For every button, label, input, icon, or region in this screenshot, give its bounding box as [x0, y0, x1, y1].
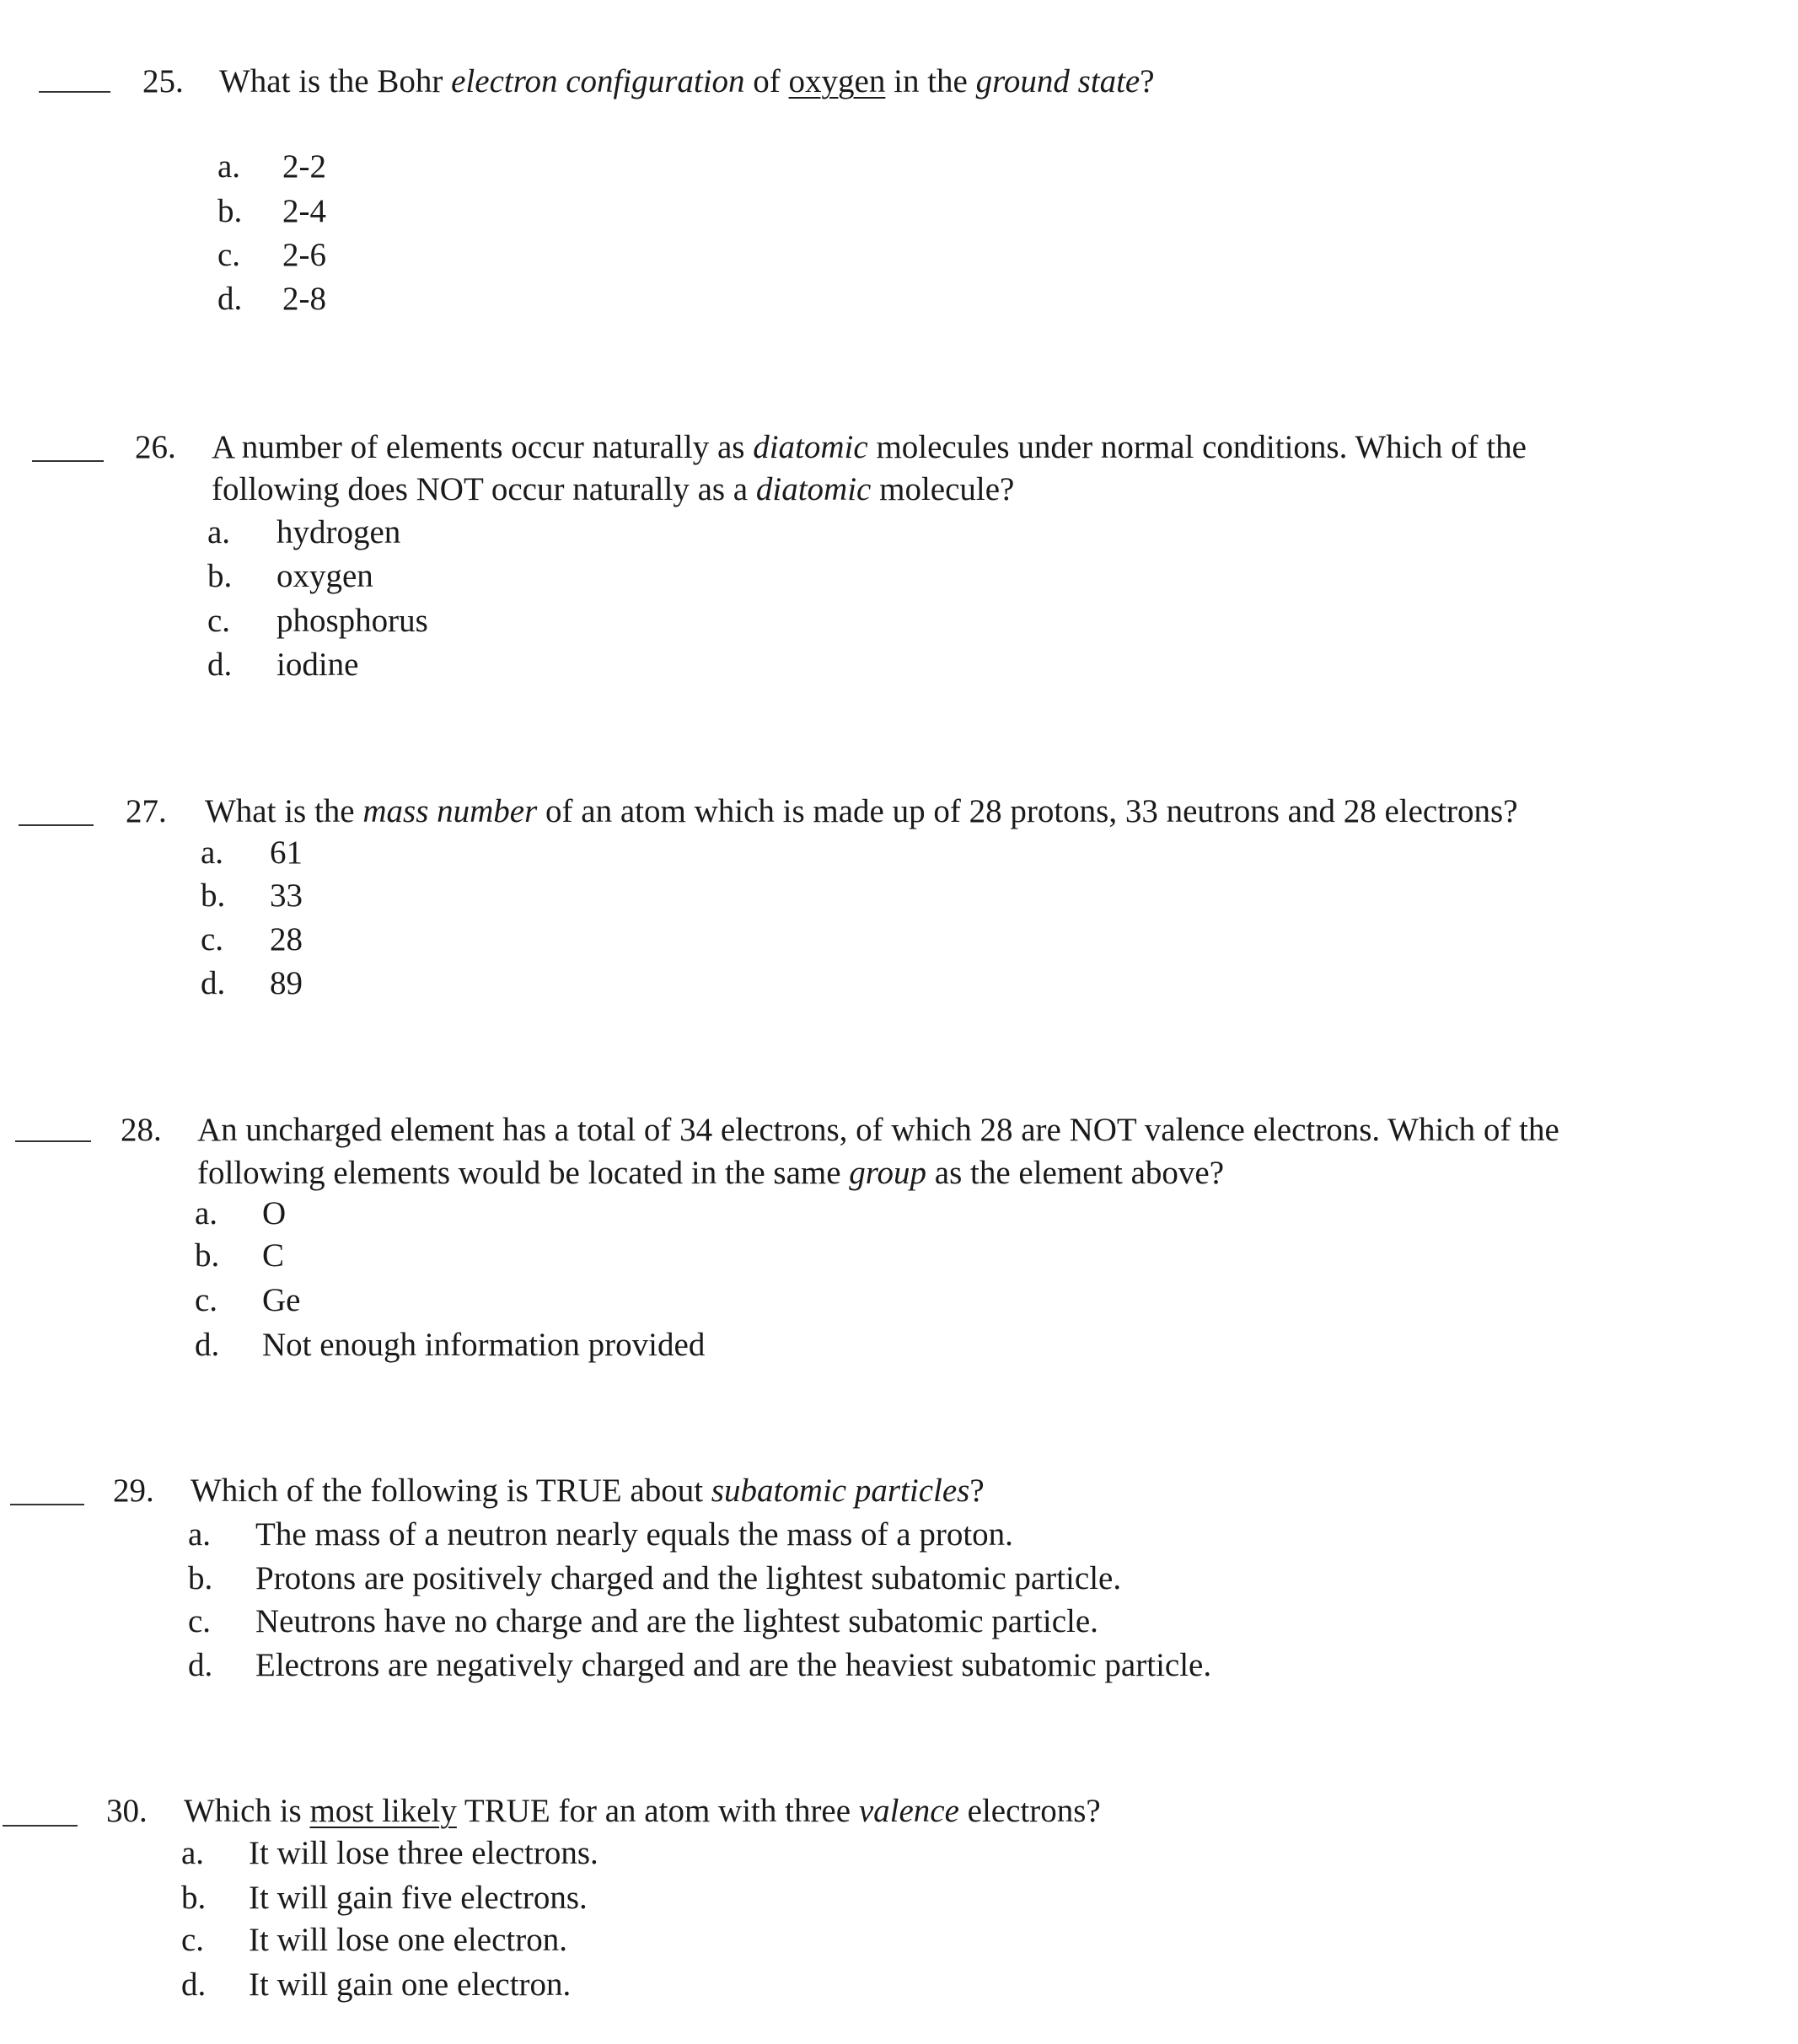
underlined-term: most likely	[309, 1793, 457, 1829]
option-letter: a.	[195, 1195, 218, 1231]
option-text: Neutrons have no charge and are the lightest subatomic particle.	[255, 1603, 1098, 1639]
question-text-line	[219, 62, 1155, 101]
answer-blank[interactable]	[10, 1504, 84, 1505]
answer-blank[interactable]	[15, 1140, 91, 1142]
question-number: 30.	[106, 1793, 148, 1829]
option-letter: d.	[181, 1966, 207, 2003]
italic-term: diatomic	[755, 471, 872, 507]
option-text: The mass of a neutron nearly equals the mass of a proton.	[255, 1516, 1013, 1553]
option-text: iodine	[276, 646, 359, 683]
option-letter: d.	[217, 281, 243, 317]
question-text-line	[212, 428, 1527, 467]
option-letter: c.	[217, 237, 241, 273]
italic-term: subatomic particles	[711, 1473, 970, 1509]
question-text: molecule?	[871, 471, 1015, 507]
option-letter: c.	[188, 1603, 212, 1639]
question-text: following elements would be located in the same	[197, 1155, 850, 1191]
option-letter: b.	[207, 558, 233, 594]
option-letter: c.	[201, 921, 224, 958]
option-text: It will lose one electron.	[249, 1922, 567, 1958]
option-text: It will lose three electrons.	[249, 1835, 598, 1871]
option-letter: c.	[195, 1282, 218, 1318]
question-text: Which of the following is TRUE about	[191, 1473, 711, 1509]
question-text-line	[197, 1111, 1559, 1150]
option-text: 2-4	[282, 193, 326, 229]
option-letter: c.	[207, 603, 231, 639]
option-text: Not enough information provided	[262, 1327, 706, 1363]
option-text: phosphorus	[276, 603, 428, 639]
option-text: 33	[270, 877, 303, 914]
option-text: Electrons are negatively charged and are the heaviest subatomic particle.	[255, 1647, 1212, 1683]
option-letter: a.	[201, 834, 224, 871]
option-letter: c.	[181, 1922, 205, 1958]
question-text: An uncharged element has a total of 34 electrons, of which 28 are NOT valence electrons. Which of the	[197, 1112, 1559, 1148]
option-text: 2-6	[282, 237, 326, 273]
question-text: molecules under normal conditions. Which of the	[867, 429, 1527, 465]
option-letter: a.	[207, 514, 231, 550]
question-number: 26.	[135, 429, 176, 465]
option-text: It will gain one electron.	[249, 1966, 572, 2003]
italic-term: diatomic	[753, 429, 868, 465]
option-letter: b.	[217, 193, 243, 229]
answer-blank[interactable]	[39, 91, 110, 93]
italic-term: valence	[858, 1793, 959, 1829]
option-letter: b.	[201, 877, 226, 914]
question-number: 28.	[121, 1112, 162, 1148]
question-number: 29.	[113, 1473, 154, 1509]
option-text: 61	[270, 834, 303, 871]
option-letter: d.	[207, 646, 233, 683]
option-text: Ge	[262, 1282, 301, 1318]
option-letter: a.	[181, 1835, 205, 1871]
italic-term: ground state	[975, 63, 1141, 99]
option-text: Protons are positively charged and the lightest subatomic particle.	[255, 1560, 1122, 1596]
question-text: What is the Bohr	[219, 63, 452, 99]
italic-term: mass number	[362, 793, 538, 829]
question-text: following does NOT occur naturally as a	[212, 471, 756, 507]
option-text: 89	[270, 965, 303, 1001]
answer-blank[interactable]	[3, 1825, 78, 1827]
option-letter: b.	[181, 1880, 207, 1916]
question-text: as the element above?	[926, 1155, 1225, 1191]
question-text: A number of elements occur naturally as	[212, 429, 754, 465]
question-text: of	[744, 63, 789, 99]
italic-term: group	[849, 1155, 927, 1191]
option-text: hydrogen	[276, 514, 401, 550]
option-letter: b.	[188, 1560, 213, 1596]
option-letter: a.	[188, 1516, 212, 1553]
question-number: 27.	[126, 793, 167, 829]
option-letter: d.	[195, 1327, 220, 1363]
option-text: 28	[270, 921, 303, 958]
option-letter: d.	[201, 965, 226, 1001]
question-text: Which is	[184, 1793, 310, 1829]
question-text: electrons?	[958, 1793, 1101, 1829]
underlined-term: oxygen	[788, 63, 886, 99]
question-text: What is the	[205, 793, 363, 829]
question-text: TRUE for an atom with three	[456, 1793, 859, 1829]
question-text-line	[191, 1472, 985, 1510]
question-text-line	[212, 470, 1014, 509]
question-text: in the	[885, 63, 976, 99]
question-text: ?	[969, 1473, 985, 1509]
question-text: ?	[1140, 63, 1155, 99]
option-text: 2-8	[282, 281, 326, 317]
answer-blank[interactable]	[32, 460, 104, 462]
option-letter: a.	[217, 148, 241, 185]
question-text-line	[184, 1792, 1101, 1831]
answer-blank[interactable]	[19, 824, 94, 826]
question-text: of an atom which is made up of 28 protons, 33 neutrons and 28 electrons?	[537, 793, 1518, 829]
question-number: 25.	[142, 63, 184, 99]
option-letter: b.	[195, 1237, 220, 1274]
option-text: O	[262, 1195, 287, 1231]
option-letter: d.	[188, 1647, 213, 1683]
question-text-line	[197, 1154, 1224, 1193]
option-text: oxygen	[276, 558, 373, 594]
question-text-line	[205, 792, 1518, 831]
option-text: It will gain five electrons.	[249, 1880, 588, 1916]
option-text: 2-2	[282, 148, 326, 185]
option-text: C	[262, 1237, 285, 1274]
italic-term: electron configuration	[451, 63, 745, 99]
